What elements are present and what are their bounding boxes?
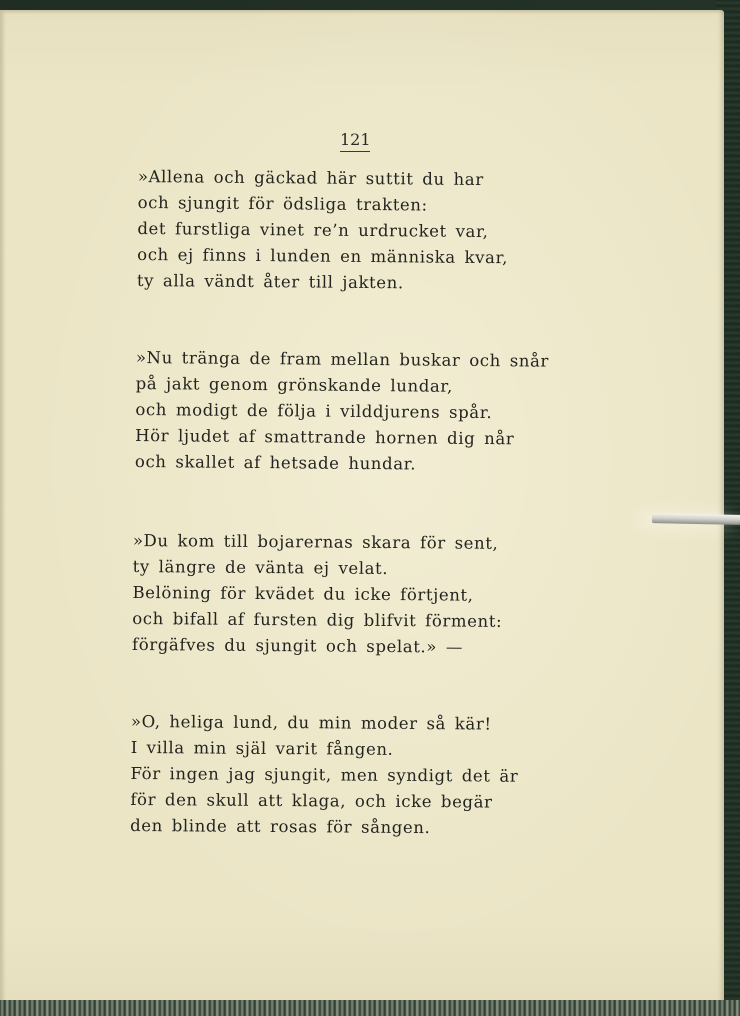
poem-line: och skallet af hetsade hundar. — [134, 451, 417, 474]
stanza-1 — [137, 164, 509, 297]
stanza-3 — [132, 528, 503, 661]
poem-line: Belöning för kvädet du icke förtjent, — [132, 582, 474, 605]
poem-line: och ej finns i lunden en människa kvar, — [137, 244, 509, 268]
poem-line: på jakt genom grönskande lundar, — [135, 373, 453, 396]
poem-line: »Allena och gäckad här suttit du har — [137, 166, 484, 190]
poem-line: och sjungit för ödsliga trakten: — [137, 192, 428, 215]
poem-line: och modigt de följa i vilddjurens spår. — [135, 399, 493, 423]
page-number: 121 — [340, 130, 370, 152]
stanza-4 — [130, 709, 519, 842]
poem-line: förgäfves du sjungit och spelat.» — — [132, 634, 464, 657]
poem-line: För ingen jag sjungit, men syndigt det är — [130, 763, 519, 786]
book-page — [0, 10, 724, 1004]
poem-line: det furstliga vinet re’n urdrucket var, — [137, 218, 489, 242]
poem-line: ty alla vändt åter till jakten. — [136, 270, 404, 293]
poem-line: I villa min själ varit fången. — [130, 737, 394, 759]
poem-line: Hör ljudet af smattrande hornen dig når — [135, 425, 515, 449]
poem-line: ty längre de vänta ej velat. — [132, 556, 389, 579]
bookmark-ribbon — [652, 513, 740, 525]
poem-line: för den skull att klaga, och icke begär — [130, 789, 493, 812]
poem-line: den blinde att rosas för sången. — [130, 815, 431, 838]
poem-line: och bifall af fursten dig blifvit förment: — [132, 608, 503, 631]
book-cover-edge-bottom — [0, 1000, 740, 1016]
poem-line: »Du kom till bojarernas skara för sent, — [132, 530, 499, 553]
page-gutter-shadow — [0, 10, 6, 1004]
stanza-2 — [135, 345, 549, 479]
poem-line: »Nu tränga de fram mellan buskar och snår — [135, 347, 550, 371]
poem-line: »O, heliga lund, du min moder så kär! — [130, 711, 492, 734]
